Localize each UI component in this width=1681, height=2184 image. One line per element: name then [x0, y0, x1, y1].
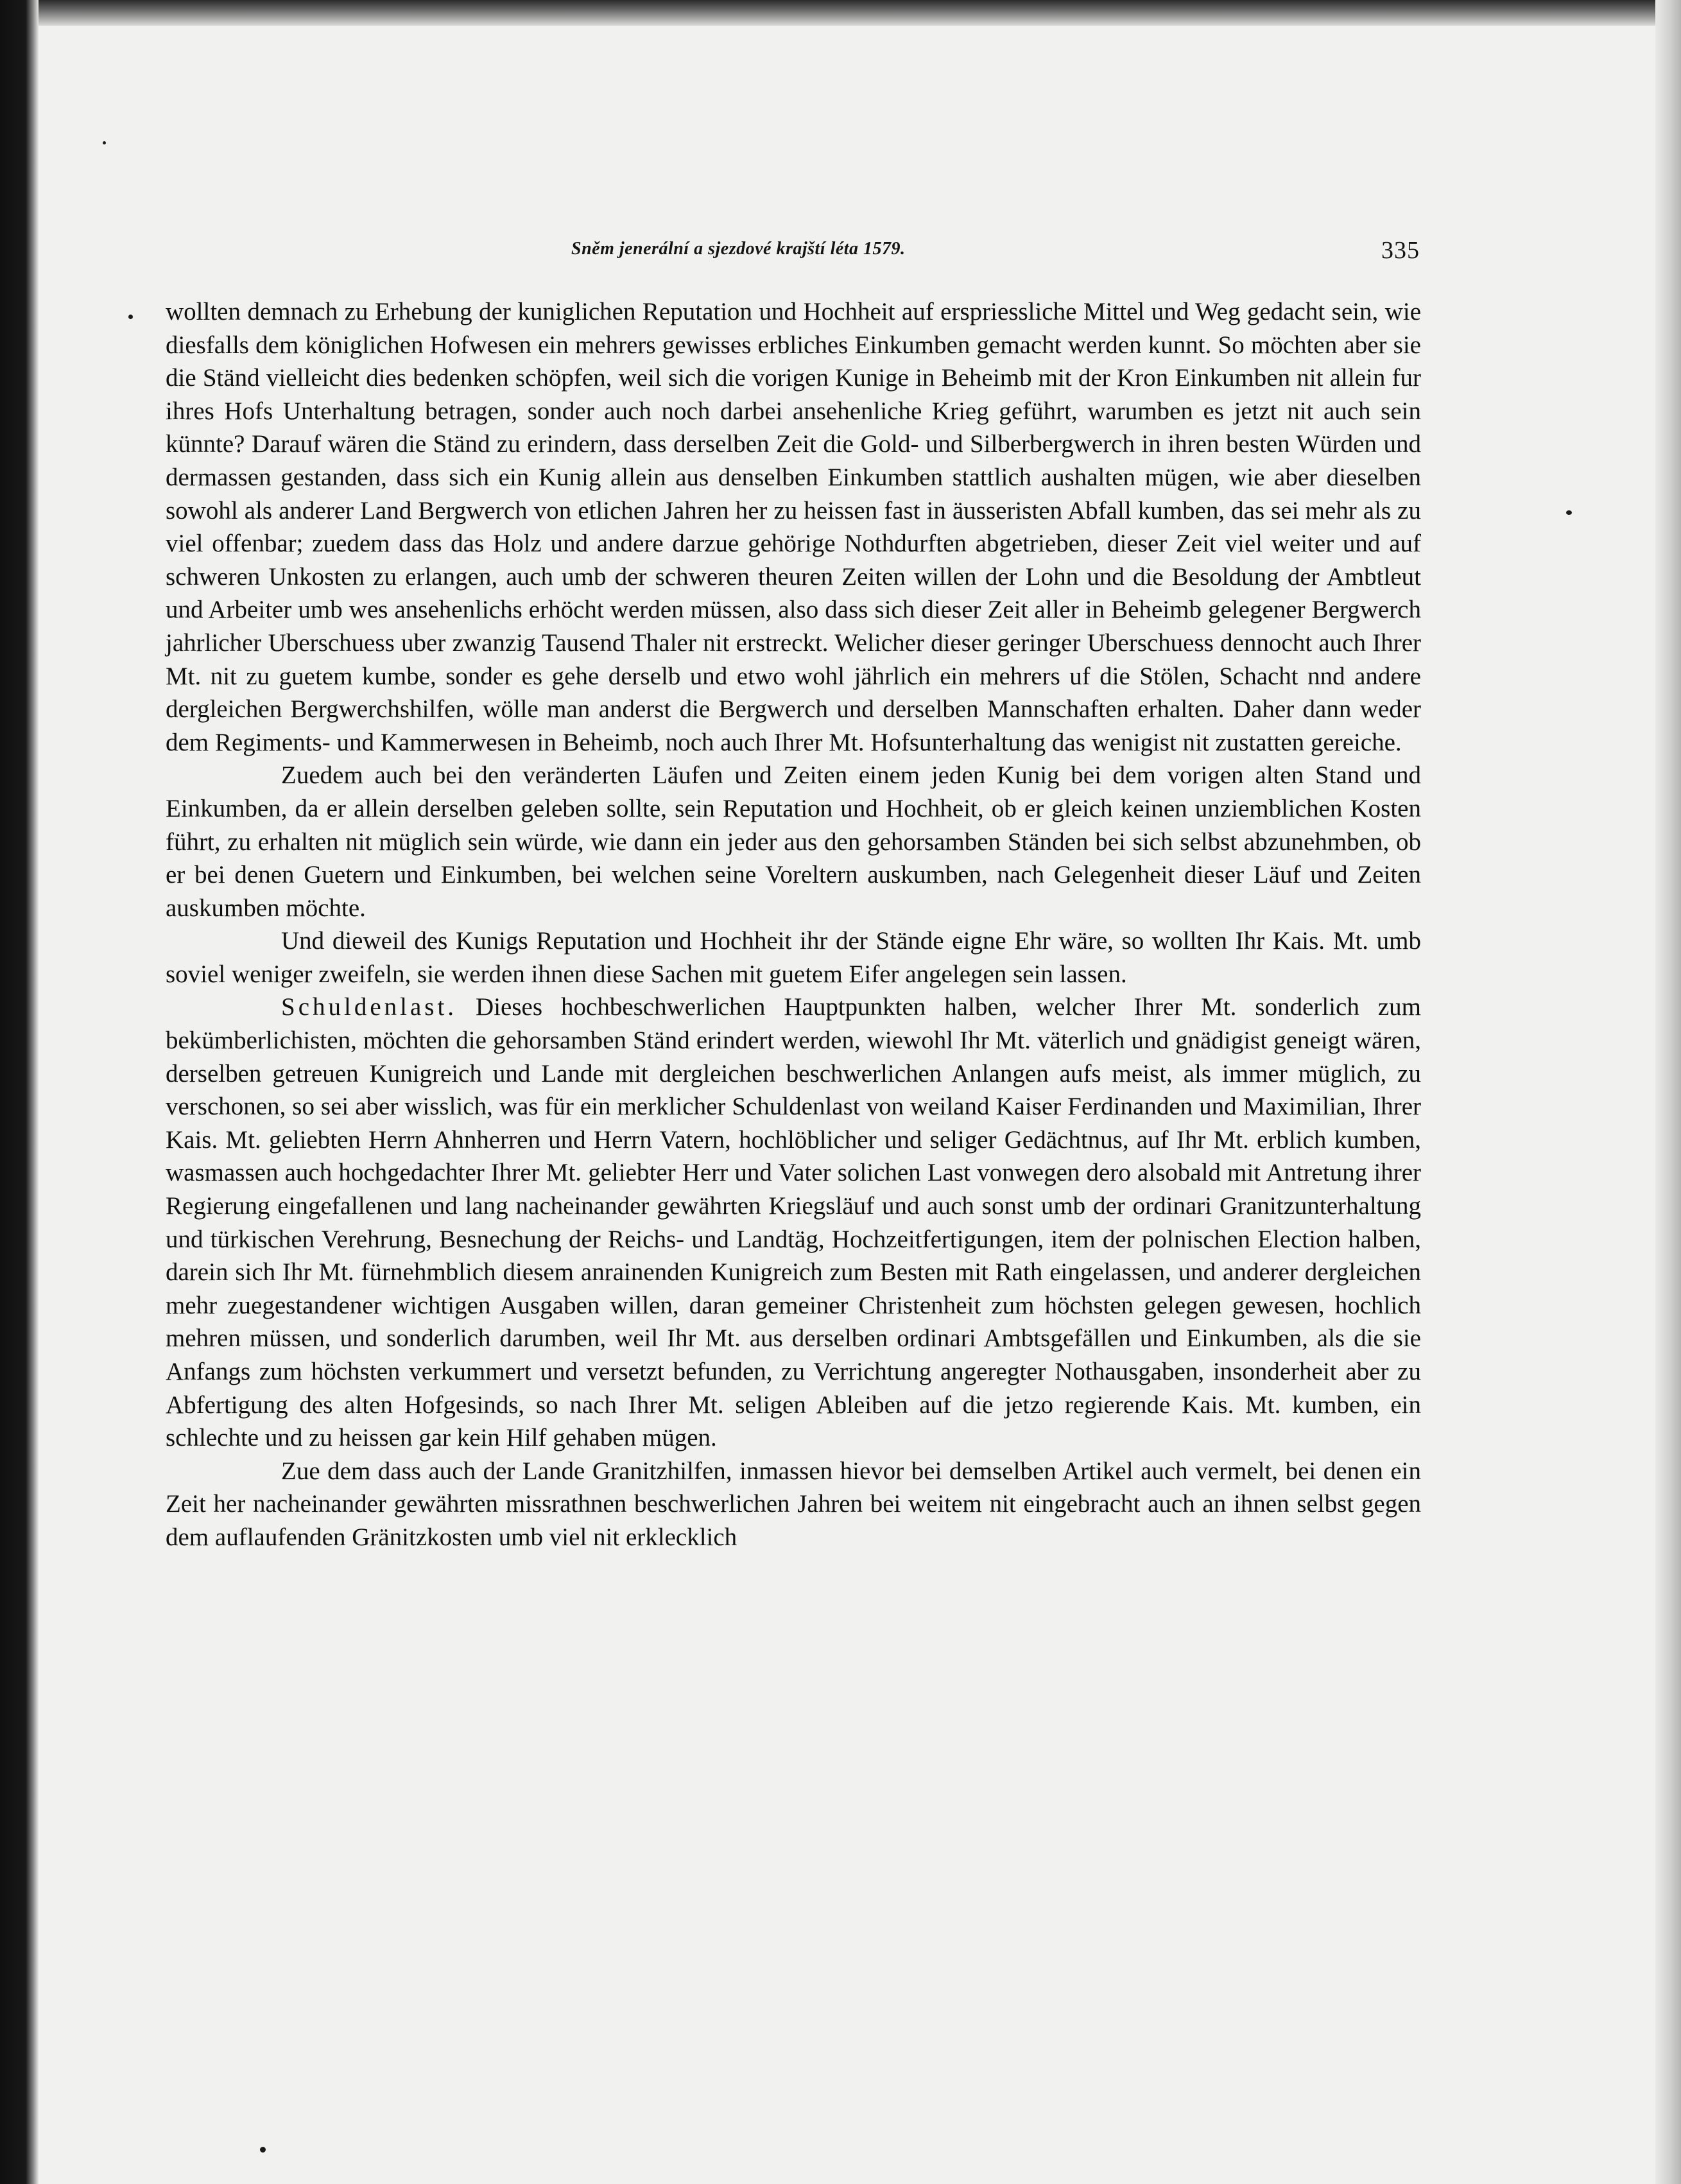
page-header — [160, 239, 1420, 268]
paragraph — [166, 1455, 1421, 1554]
scan-speck — [260, 2147, 266, 2153]
paragraph-text: Und dieweil des Kunigs Reputation und Hochheit ihr der Stände eigne Ehr wäre, so wollten Ihr Kais. Mt. umb soviel weniger zweifeln, sie werden ihnen diese Sachen mit guetem Eifer angelegen sein lassen. — [166, 927, 1421, 988]
page-number: 335 — [1381, 237, 1420, 264]
scan-edge-right — [1655, 0, 1681, 2184]
scan-speck — [103, 141, 106, 144]
paragraph — [166, 924, 1421, 991]
scan-edge-left — [0, 0, 39, 2184]
body-text — [166, 295, 1421, 1554]
paragraph — [166, 759, 1421, 924]
scan-edge-top — [0, 0, 1681, 26]
section-heading: Schuldenlast. — [281, 993, 458, 1021]
paragraph — [166, 295, 1421, 759]
scan-speck — [128, 315, 133, 319]
running-title: Sněm jenerální a sjezdové krajští léta 1579. — [571, 239, 906, 259]
paragraph-text: Zue dem dass auch der Lande Granitzhilfen, inmassen hievor bei demselben Artikel auch vermelt, bei denen ein Zeit her nacheinander gewährten missrathnen beschwerlichen Jahren bei weitem nit eingebracht auch an ihnen selbst gegen dem auflaufenden Gränitzkosten umb viel nit erklecklich — [166, 1457, 1421, 1551]
paragraph-text: Dieses hochbeschwerlichen Hauptpunkten halben, welcher Ihrer Mt. sonderlich zum bekümberlichisten, möchten die gehorsamben Ständ erindert werden, wiewohl Ihr Mt. väterlich und gnädigist geneigt wären, derselben getreuen Kunigreich und Lande mit dergleichen beschwerlichen Anlangen aufs meist, als immer müglich, zu verschonen, so sei aber wisslich, was für ein merklicher Schuldenlast von weiland Kaiser Ferdinanden und Maximilian, Ihrer Kais. Mt. geliebten Herrn Ahnherren und Herrn Vatern, hochlöblicher und seliger Gedächtnus, auf Ihr Mt. erblich kumben, wasmassen auch hochgedachter Ihrer Mt. geliebter Herr und Vater solichen Last vonwegen dero alsobald mit Antretung ihrer Regierung eingefallenen und lang nacheinander gewährten Kriegsläuf und auch sonst umb der ordinari Granitzunterhaltung und türkischen Verehrung, Besnechung der Reichs- und Landtäg, Hochzeitfertigungen, item der polnischen Election halben, darein sich Ihr Mt. fürnehmblich diesem anrainenden Kunigreich zum Besten mit Rath eingelassen, und anderer dergleichen mehr zuegestandener wichtigen Ausgaben willen, daran gemeiner Christenheit zum höchsten gelegen gewesen, hochlich mehren müssen, und sonderlich darumben, weil Ihr Mt. aus derselben ordinari Ambtsgefällen und Einkumben, als die sie Anfangs zum höchsten verkummert und versetzt befunden, zu Verrichtung angeregter Nothausgaben, insonderheit aber zu Abfertigung des alten Hofgesinds, so nach Ihrer Mt. seligen Ableiben auf die jetzo regierende Kais. Mt. kumben, ein schlechte und zu heissen gar kein Hilf gehaben mügen. — [166, 993, 1421, 1452]
paragraph-text: Zuedem auch bei den veränderten Läufen und Zeiten einem jeden Kunig bei dem vorigen alten Stand und Einkumben, da er allein derselben geleben sollte, sein Reputation und Hochheit, ob er gleich keinen unziemblichen Kosten führt, zu erhalten nit müglich sein würde, wie dann ein jeder aus den gehorsamben Ständen bei sich selbst abzunehmben, ob er bei denen Guetern und Einkumben, bei welchen seine Voreltern auskumben, nach Gelegenheit dieser Läuf und Zeiten auskumben möchte. — [166, 761, 1421, 922]
paragraph — [166, 991, 1421, 1454]
paragraph-text: wollten demnach zu Erhebung der kuniglichen Reputation und Hochheit auf erspriessliche Mittel und Weg gedacht sein, wie diesfalls dem königlichen Hofwesen ein mehrers gewisses erbliches Einkumben gemacht werden kunnt. So möchten aber sie die Ständ vielleicht dies bedenken schöpfen, weil sich die vorigen Kunige in Beheimb mit der Kron Einkumben nit allein fur ihres Hofs Unterhaltung betragen, sonder auch noch darbei ansehenliche Krieg geführt, warumben es jetzt nit auch sein künnte? Darauf wären die Ständ zu erindern, dass derselben Zeit die Gold- und Silberbergwerch in ihren besten Würden und dermassen gestanden, dass sich ein Kunig allein aus denselben Einkumben stattlich aushalten mügen, wie aber dieselben sowohl als anderer Land Bergwerch von etlichen Jahren her zu heissen fast in äusseristen Abfall kumben, das sei mehr als zu viel offenbar; zuedem dass das Holz und andere darzue gehörige Nothdurften abgetrieben, dieser Zeit viel weiter und auf schweren Unkosten zu erlangen, auch umb der schweren theuren Zeiten willen der Lohn und die Besoldung der Ambtleut und Arbeiter umb wes ansehenlichs erhöcht werden müssen, also dass sich dieser Zeit aller in Beheimb gelegener Bergwerch jahrlicher Uberschuess uber zwanzig Tausend Thaler nit erstreckt. Welicher dieser geringer Uberschuess dennocht auch Ihrer Mt. nit zu guetem kumbe, sonder es gehe derselb und etwo wohl jährlich ein mehrers uf die Stölen, Schacht nnd andere dergleichen Bergwerchshilfen, wölle man anderst die Bergwerch und derselben Mannschaften erhalten. Daher dann weder dem Regiments- und Kammerwesen in Beheimb, noch auch Ihrer Mt. Hofsunterhaltung das wenigist nit zustatten gereiche. — [166, 298, 1421, 756]
scan-speck — [1566, 510, 1572, 515]
